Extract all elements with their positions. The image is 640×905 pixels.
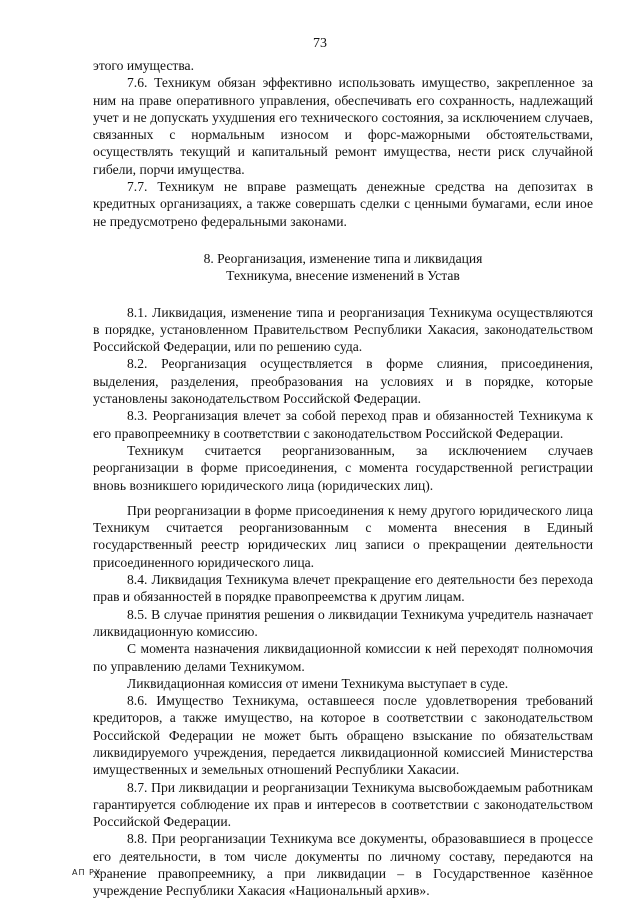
paragraph-8-2: 8.2. Реорганизация осуществляется в форме слияния, присоединения, выделения, разделения, преобразования на условиях и в порядке, которые установлены законодательством Российской Федерации. (93, 356, 593, 407)
paragraph-commission-court: Ликвидационная комиссия от имени Техникума выступает в суде. (127, 675, 509, 691)
document-body (93, 57, 593, 900)
paragraph-gap (93, 494, 593, 502)
paragraph-merger: При реорганизации в форме присоединения к нему другого юридического лица Техникум считается реорганизованным с момента внесения в Единый государственный реестр юридических лиц записи о прекращении деятельности присоединенного юридического лица. (93, 502, 593, 570)
paragraph-8-6: 8.6. Имущество Техникума, оставшееся после удовлетворения требований кредиторов, а также имущество, на которое в соответствии с законодательством Российской Федерации не может быть обращено взыскание по обязательствам ликвидируемого учреждения, передается ликвидационной комиссией Министерства имущественных и земельных отношений Республики Хакасии. (93, 693, 593, 778)
paragraph-continuation: этого имущества. (93, 58, 194, 73)
page-number: 73 (313, 36, 327, 51)
paragraph-8-1: 8.1. Ликвидация, изменение типа и реорганизация Техникума осуществляются в порядке, установленном Правительством Республики Хакасия, законодательством Российской Федерации, или по решению суда. (93, 304, 593, 355)
section-heading (93, 250, 593, 285)
paragraph-8-5: 8.5. В случае принятия решения о ликвидации Техникума учредитель назначает ликвидационную комиссию. (93, 606, 593, 639)
paragraph-8-3: 8.3. Реорганизация влечет за собой переход прав и обязанностей Техникума к его правопреемнику в соответствии с законодательством Российской Федерации. (93, 408, 593, 441)
paragraph-7-7: 7.7. Техникум не вправе размещать денежные средства на депозитах в кредитных организациях, а также совершать сделки с ценными бумагами, если иное не предусмотрено федеральными законами. (93, 179, 593, 229)
paragraph-8-7: 8.7. При ликвидации и реорганизации Техникума высвобождаемым работникам гарантируется соблюдение их прав и интересов в соответствии с законодательством Российской Федерации. (93, 779, 593, 830)
section-heading-line-1: 8. Реорганизация, изменение типа и ликвидация (203, 250, 483, 266)
paragraph-8-8: 8.8. При реорганизации Техникума все документы, образовавшиеся в процессе его деятельности, в том числе документы по личному составу, передаются на хранение правопреемнику, а при ликвидации – в Государственное казённое учреждение Республики Хакасия «Национальный архив». (93, 831, 593, 899)
paragraph-7-6: 7.6. Техникум обязан эффективно использовать имущество, закрепленное за ним на праве оперативного управления, обеспечивать его сохранность, надлежащий учет и не допускать ухудшения его технического состояния, за исключением случаев, связанных с нормальным износом и форс-мажорными обстоятельствами, осуществлять текущий и капитальный ремонт имущества, нести риск случайной гибели, порчи имущества. (93, 75, 593, 177)
paragraph-8-4: 8.4. Ликвидация Техникума влечет прекращение его деятельности без перехода прав и обязанностей в порядке правопреемства к другим лицам. (93, 572, 593, 605)
paragraph-reorganized: Техникум считается реорганизованным, за исключением случаев реорганизации в форме присоединения, с момента государственной регистрации вновь возникшего юридического лица (юридических лиц). (93, 442, 593, 493)
section-heading-line-2: Техникума, внесение изменений в Устав (226, 268, 460, 284)
paragraph-commission-powers: С момента назначения ликвидационной комиссии к ней переходят полномочия по управлению делами Техникумом. (93, 641, 593, 674)
footer-stamp: АП РХ (72, 868, 102, 877)
